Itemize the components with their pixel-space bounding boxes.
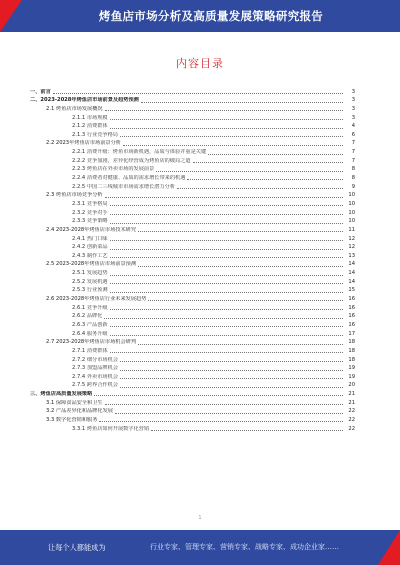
toc-entry-title: 2.2.4 消费者对健康、品质的需求增长带来的机遇	[72, 175, 186, 182]
toc-leader-dots	[110, 292, 343, 293]
toc-leader-dots	[110, 326, 343, 327]
toc-entry-title: 3.1 保障食品安全和卫生	[46, 399, 103, 406]
toc-entry-title: 2.3.3 竞争策略	[72, 218, 108, 225]
toc-leader-dots	[151, 430, 343, 431]
toc-entry-title: 2.4.1 热门口味	[72, 235, 108, 242]
toc-entry-title: 2.7.4 外卖市场机会	[72, 373, 118, 380]
toc-entry-title: 2.6.1 竞争升级	[72, 304, 108, 311]
toc-entry-title: 3.3 数字化营销和服务	[46, 416, 98, 423]
toc-entry[interactable]	[30, 113, 355, 122]
toc-entry-title: 2.1.1 市场规模	[72, 114, 108, 121]
toc-entry-page: 7	[351, 157, 355, 164]
toc-leader-dots	[193, 162, 343, 163]
toc-entry[interactable]	[30, 217, 355, 226]
toc-entry-title: 2.1.3 行业竞争格局	[72, 131, 118, 138]
toc-entry[interactable]	[30, 165, 355, 174]
toc-entry-page: 3	[351, 114, 355, 121]
toc-entry[interactable]	[30, 355, 355, 364]
toc-entry-page: 15	[348, 287, 355, 294]
toc-entry-page: 16	[348, 313, 355, 320]
toc-entry-title: 2.2.2 竞争加剧，差异化经营成为烤鱼店的破局之道	[72, 157, 191, 164]
toc-entry-page: 10	[348, 192, 355, 199]
table-of-contents	[30, 87, 355, 433]
toc-entry[interactable]	[30, 329, 355, 338]
toc-leader-dots	[148, 300, 343, 301]
toc-leader-dots	[120, 370, 343, 371]
report-title: 烤鱼店市场分析及高质量发展策略研究报告	[98, 9, 324, 23]
toc-entry[interactable]	[30, 243, 355, 252]
toc-entry-page: 21	[348, 391, 355, 398]
toc-entry-title: 2.1 烤鱼店市场发展概况	[46, 105, 103, 112]
report-footer	[0, 530, 400, 565]
toc-entry-title: 2.7.2 细分市场机会	[72, 356, 118, 363]
toc-entry[interactable]	[30, 96, 355, 105]
toc-entry-page: 19	[348, 365, 355, 372]
toc-entry-page: 7	[351, 149, 355, 156]
toc-entry-title: 3.2 产品差异化和品牌化发展	[46, 408, 113, 415]
toc-entry-page: 3	[351, 97, 355, 104]
toc-entry-title: 一、前言	[30, 88, 51, 95]
toc-entry-page: 18	[348, 347, 355, 354]
toc-leader-dots	[110, 214, 343, 215]
toc-leader-dots	[156, 171, 343, 172]
toc-leader-dots	[99, 421, 343, 422]
toc-entry[interactable]	[30, 208, 355, 217]
toc-entry-page: 13	[348, 252, 355, 259]
toc-entry[interactable]	[30, 277, 355, 286]
toc-entry-title: 2.4.3 制作工艺	[72, 252, 108, 259]
toc-entry[interactable]	[30, 260, 355, 269]
toc-leader-dots	[105, 404, 343, 405]
toc-entry-page: 10	[348, 218, 355, 225]
toc-entry-page: 14	[348, 270, 355, 277]
toc-entry-page: 16	[348, 304, 355, 311]
toc-entry-title: 2.5.1 发展趋势	[72, 270, 108, 277]
toc-heading: 内容目录	[176, 57, 224, 70]
toc-entry-page: 17	[348, 330, 355, 337]
toc-entry-title: 2.2 2023年烤鱼店市场前景分析	[46, 140, 121, 147]
report-header	[0, 0, 400, 32]
toc-entry[interactable]	[30, 156, 355, 165]
toc-leader-dots	[187, 179, 343, 180]
toc-entry-title: 2.6.4 服务升级	[72, 330, 108, 337]
toc-leader-dots	[120, 136, 343, 137]
toc-entry-title: 2.7.1 消费群体	[72, 347, 108, 354]
toc-leader-dots	[138, 266, 343, 267]
toc-leader-dots	[110, 352, 343, 353]
toc-entry[interactable]	[30, 381, 355, 390]
toc-leader-dots	[120, 378, 343, 379]
toc-entry[interactable]	[30, 364, 355, 373]
toc-entry-page: 3	[351, 105, 355, 112]
toc-leader-dots	[177, 188, 343, 189]
toc-entry-page: 3	[351, 88, 355, 95]
toc-leader-dots	[120, 361, 343, 362]
toc-leader-dots	[110, 205, 343, 206]
toc-entry[interactable]	[30, 389, 355, 398]
toc-leader-dots	[94, 395, 343, 396]
footer-slogan: 让每个人都能成为	[48, 543, 106, 552]
toc-entry-page: 21	[348, 399, 355, 406]
toc-entry-page: 4	[351, 123, 355, 130]
toc-entry-page: 22	[348, 408, 355, 415]
toc-entry[interactable]	[30, 346, 355, 355]
toc-leader-dots	[115, 413, 343, 414]
header-red-accent	[0, 0, 22, 32]
toc-entry-title: 2.6.3 产品创新	[72, 321, 108, 328]
toc-leader-dots	[208, 154, 343, 155]
toc-entry-page: 6	[351, 131, 355, 138]
toc-entry[interactable]	[30, 139, 355, 148]
toc-leader-dots	[138, 344, 343, 345]
toc-leader-dots	[105, 197, 343, 198]
toc-entry-title: 2.7.3 加盟品牌机会	[72, 365, 118, 372]
toc-entry[interactable]	[30, 338, 355, 347]
toc-entry-page: 19	[348, 373, 355, 380]
toc-entry[interactable]	[30, 147, 355, 156]
toc-entry-title: 2.6.2 品牌化	[72, 313, 103, 320]
toc-entry-page: 14	[348, 261, 355, 268]
toc-entry-page: 8	[351, 166, 355, 173]
toc-entry-title: 三、烤鱼店高质量发展策略	[30, 391, 93, 398]
toc-leader-dots	[123, 145, 343, 146]
toc-entry-title: 2.2.5 中国二三线城市市场需求增长潜力分析	[72, 183, 176, 190]
toc-entry-page: 20	[348, 382, 355, 389]
toc-entry-title: 2.3.1 竞争格局	[72, 200, 108, 207]
toc-leader-dots	[105, 110, 343, 111]
toc-entry-title: 2.4 2023-2028年烤鱼店市场技术研究	[46, 226, 137, 233]
toc-entry-page: 9	[351, 183, 355, 190]
toc-entry-title: 2.2.1 消费升级：烤鱼市场新机遇，品质与体验并重是关键	[72, 149, 207, 156]
toc-leader-dots	[141, 102, 343, 103]
toc-leader-dots	[110, 275, 343, 276]
toc-entry[interactable]	[30, 320, 355, 329]
toc-leader-dots	[110, 309, 343, 310]
toc-entry[interactable]	[30, 398, 355, 407]
toc-entry[interactable]	[30, 199, 355, 208]
toc-entry-page: 16	[348, 321, 355, 328]
toc-entry-page: 10	[348, 200, 355, 207]
toc-entry[interactable]	[30, 407, 355, 416]
toc-entry[interactable]	[30, 191, 355, 200]
toc-entry-title: 2.7.5 跨界合作机会	[72, 382, 118, 389]
toc-entry-title: 2.7 2023-2028年烤鱼店市场机会研判	[46, 339, 137, 346]
toc-entry-title: 2.5 2023-2028年烤鱼店市场前景预测	[46, 261, 137, 268]
toc-entry[interactable]	[30, 87, 355, 96]
toc-entry-page: 22	[348, 425, 355, 432]
toc-entry-title: 2.5.3 行业预测	[72, 287, 108, 294]
toc-leader-dots	[110, 128, 343, 129]
toc-entry[interactable]	[30, 234, 355, 243]
toc-leader-dots	[53, 93, 343, 94]
toc-entry-title: 2.3.2 竞争对手	[72, 209, 108, 216]
toc-leader-dots	[110, 249, 343, 250]
toc-leader-dots	[104, 318, 343, 319]
toc-entry-title: 2.5.2 发展机遇	[72, 278, 108, 285]
toc-entry[interactable]	[30, 312, 355, 321]
toc-entry-page: 7	[351, 140, 355, 147]
toc-leader-dots	[138, 231, 343, 232]
toc-entry-title: 二、2023-2028年烤鱼店市场前景及趋势预测	[30, 97, 139, 104]
toc-entry[interactable]	[30, 182, 355, 191]
toc-entry-page: 10	[348, 209, 355, 216]
toc-entry[interactable]	[30, 303, 355, 312]
toc-entry[interactable]	[30, 372, 355, 381]
toc-leader-dots	[110, 283, 343, 284]
toc-leader-dots	[110, 240, 343, 241]
toc-entry[interactable]	[30, 424, 355, 433]
toc-entry[interactable]	[30, 225, 355, 234]
toc-entry[interactable]	[30, 104, 355, 113]
footer-red-accent	[378, 530, 400, 565]
toc-entry[interactable]	[30, 251, 355, 260]
toc-entry-title: 3.3.1 烤鱼店如何开展数字化营销	[72, 425, 150, 432]
footer-roles: 行业专家、管理专家、营销专家、战略专家、成功企业家……	[150, 543, 339, 551]
toc-entry-title: 2.4.2 创新菜品	[72, 244, 108, 251]
toc-entry[interactable]	[30, 122, 355, 131]
toc-entry-title: 2.2.3 烤鱼店在外卖市场的发展前景	[72, 166, 155, 173]
toc-entry-page: 22	[348, 416, 355, 423]
toc-entry-page: 18	[348, 339, 355, 346]
toc-entry-page: 8	[351, 175, 355, 182]
toc-leader-dots	[110, 335, 343, 336]
toc-entry[interactable]	[30, 173, 355, 182]
toc-entry-page: 14	[348, 278, 355, 285]
toc-leader-dots	[110, 223, 343, 224]
toc-leader-dots	[110, 257, 343, 258]
toc-entry[interactable]	[30, 415, 355, 424]
toc-entry[interactable]	[30, 294, 355, 303]
toc-entry-title: 2.6 2023-2028年烤鱼店行业未来发展趋势	[46, 296, 147, 303]
toc-leader-dots	[120, 387, 343, 388]
page-number: 1	[198, 515, 202, 521]
toc-entry-page: 12	[348, 235, 355, 242]
toc-entry-page: 11	[348, 226, 355, 233]
toc-entry-page: 12	[348, 244, 355, 251]
toc-entry-title: 2.1.2 消费群体	[72, 123, 108, 130]
toc-entry-page: 16	[348, 296, 355, 303]
toc-entry[interactable]	[30, 268, 355, 277]
toc-leader-dots	[110, 119, 343, 120]
toc-entry-page: 18	[348, 356, 355, 363]
toc-entry[interactable]	[30, 286, 355, 295]
toc-entry-title: 2.3 烤鱼店市场竞争分析	[46, 192, 103, 199]
toc-entry[interactable]	[30, 130, 355, 139]
